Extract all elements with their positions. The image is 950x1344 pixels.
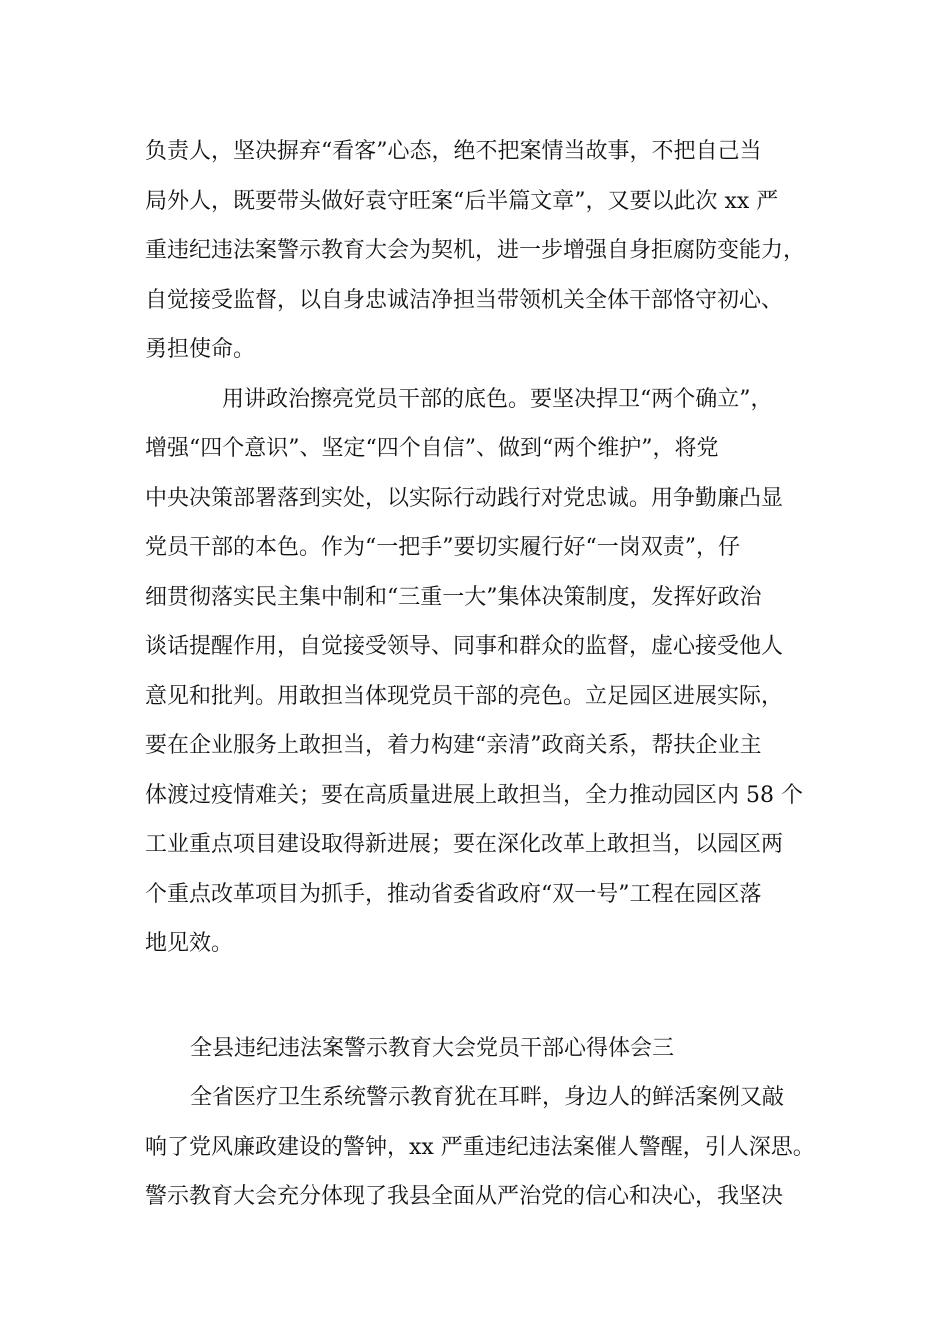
- text-line: 要在企业服务上敢担当，着力构建“亲清”政商关系，帮扶企业主: [145, 733, 762, 758]
- text-line: 党员干部的本色。作为“一把手”要切实履行好“一岗双责”，仔: [145, 535, 740, 560]
- text-line: 局外人，既要带头做好袁守旺案“后半篇文章”，又要以此次 xx 严: [145, 189, 779, 214]
- text-line: 细贯彻落实民主集中制和“三重一大”集体决策制度，发挥好政治: [145, 585, 762, 610]
- section-heading: 全县违纪违法案警示教育大会党员干部心得体会三: [190, 1036, 675, 1061]
- text-line: 警示教育大会充分体现了我县全面从严治党的信心和决心，我坚决: [145, 1184, 784, 1209]
- text-line: 用讲政治擦亮党员干部的底色。要坚决捍卫“两个确立”，: [222, 387, 773, 412]
- text-line: 增强“四个意识”、坚定“四个自信”、做到“两个维护”，将党: [145, 436, 719, 461]
- text-line: 意见和批判。用敢担当体现党员干部的亮色。立足园区进展实际，: [145, 684, 784, 709]
- text-line: 体渡过疫情难关；要在高质量进展上敢担当，全力推动园区内 58 个: [145, 783, 803, 808]
- text-line: 工业重点项目建设取得新进展；要在深化改革上敢担当，以园区两: [145, 832, 784, 857]
- text-line: 个重点改革项目为抓手，推动省委省政府“双一号”工程在园区落: [145, 882, 762, 907]
- text-line: 谈话提醒作用，自觉接受领导、同事和群众的监督，虚心接受他人: [145, 634, 784, 659]
- text-line: 中央决策部署落到实处，以实际行动践行对党忠诚。用争勤廉凸显: [145, 486, 784, 511]
- text-line: 全省医疗卫生系统警示教育犹在耳畔，身边人的鲜活案例又敲: [190, 1085, 785, 1110]
- text-line: 地见效。: [145, 931, 234, 956]
- text-line: 负责人，坚决摒弃“看客”心态，绝不把案情当故事，不把自己当: [145, 139, 762, 164]
- text-line: 自觉接受监督，以自身忠诚洁净担当带领机关全体干部恪守初心、: [145, 288, 784, 313]
- text-line: 重违纪违法案警示教育大会为契机，进一步增强自身拒腐防变能力，: [145, 238, 806, 263]
- text-line: 响了党风廉政建设的警钟，xx 严重违纪违法案催人警醒，引人深思。: [145, 1135, 815, 1160]
- text-line: 勇担使命。: [145, 337, 256, 362]
